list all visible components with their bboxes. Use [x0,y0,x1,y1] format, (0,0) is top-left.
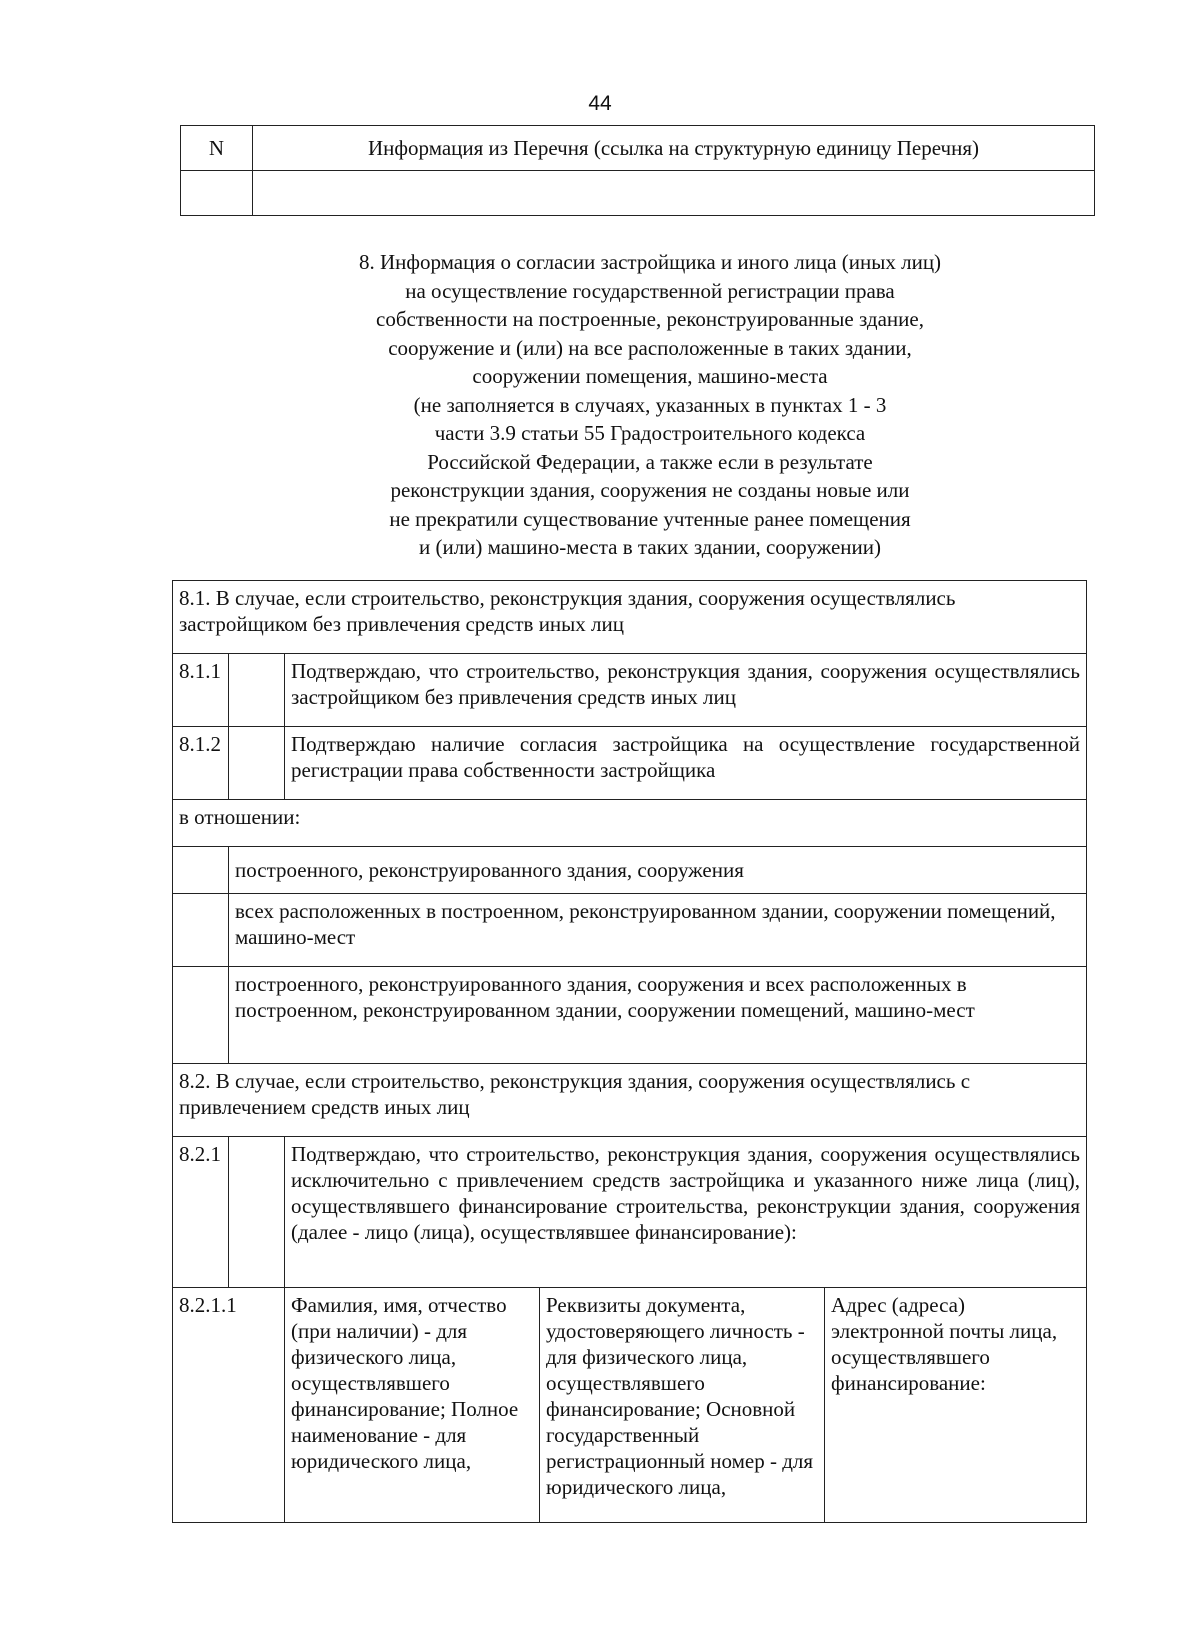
table-header-row [181,126,1095,171]
table-row [173,1288,1087,1523]
checkbox-option-3[interactable] [173,967,229,1064]
option-2-text: всех расположенных в построенном, реконструированном здании, сооружении помещений, машино-мест [229,894,1087,967]
checkbox-8-1-1[interactable] [229,654,285,727]
table-row [173,894,1087,967]
item-text-8-1-2: Подтверждаю наличие согласия застройщика на осуществление государственной регистрации права собственности застройщика [285,727,1087,800]
title-line: части 3.9 статьи 55 Градостроительного кодекса [434,421,866,445]
table-row [173,1137,1087,1288]
title-line: реконструкции здания, сооружения не созданы новые или [390,478,910,502]
section-8-1-heading: 8.1. В случае, если строительство, реконструкция здания, сооружения осуществлялись застройщиком без привлечения средств иных лиц [173,581,1087,654]
title-line: сооружении помещения, машино-места [472,364,828,388]
item-code-8-2-1: 8.2.1 [173,1137,229,1288]
title-line: собственности на построенные, реконструированные здание, [376,307,924,331]
title-line: на осуществление государственной регистрации права [405,278,895,303]
item-text-8-2-1: Подтверждаю, что строительство, реконструкция здания, сооружения осуществлялись исключительно с привлечением средств застройщика и указанного ниже лица (лиц), осуществлявшего финансирование строительства, реконструкции здания, сооружения (далее - лицо (лица), осуществлявшее финансирование): [285,1137,1087,1288]
section-8-2-heading: 8.2. В случае, если строительство, реконструкция здания, сооружения осуществлялись с привлечением средств иных лиц [173,1064,1087,1137]
checkbox-8-2-1[interactable] [229,1137,285,1288]
table-row [173,654,1087,727]
consent-table [172,580,1087,1523]
section-8-title [280,248,1020,562]
col-info-header: Информация из Перечня (ссылка на структурную единицу Перечня) [253,126,1095,171]
table-row [173,581,1087,654]
table-row [173,847,1087,894]
item-code-8-2-1-1: 8.2.1.1 [173,1288,285,1523]
n-cell[interactable] [181,171,253,216]
title-line: сооружение и (или) на все расположенные в таких здании, [388,335,912,360]
option-1-text: построенного, реконструированного здания, сооружения [229,847,1087,894]
checkbox-8-1-2[interactable] [229,727,285,800]
item-text-8-1-1: Подтверждаю, что строительство, реконструкция здания, сооружения осуществлялись застройщиком без привлечения средств иных лиц [285,654,1087,727]
title-line: 8. Информация о согласии застройщика и иного лица (иных лиц) [358,250,942,274]
title-line: не прекратили существование учтенные ранее помещения [389,506,911,531]
checkbox-option-2[interactable] [173,894,229,967]
table-row [173,1064,1087,1137]
table-row [173,727,1087,800]
table-row [181,171,1095,216]
list-info-table [180,125,1095,216]
regarding-label: в отношении: [173,800,1087,847]
col-doc-header: Реквизиты документа, удостоверяющего личность - для физического лица, осуществлявшего финансирование; Основной государственный регистрационный номер - для юридического лица, [540,1288,825,1523]
title-line: (не заполняется в случаях, указанных в пунктах 1 - 3 [413,392,887,417]
table-row [173,967,1087,1064]
item-code-8-1-1: 8.1.1 [173,654,229,727]
title-line: Российской Федерации, а также если в результате [427,449,873,474]
page-number: 44 [588,92,612,115]
option-3-text: построенного, реконструированного здания, сооружения и всех расположенных в построенном, реконструированном здании, сооружении помещений, машино-мест [229,967,1087,1064]
col-email-header: Адрес (адреса) электронной почты лица, осуществлявшего финансирование: [825,1288,1087,1523]
table-row [173,800,1087,847]
item-code-8-1-2: 8.1.2 [173,727,229,800]
info-cell[interactable] [253,171,1095,216]
checkbox-option-1[interactable] [173,847,229,894]
col-name-header: Фамилия, имя, отчество (при наличии) - для физического лица, осуществлявшего финансирование; Полное наименование - для юридического лица, [285,1288,540,1523]
col-n-header: N [181,126,253,171]
title-line: и (или) машино-места в таких здании, сооружении) [418,535,882,559]
